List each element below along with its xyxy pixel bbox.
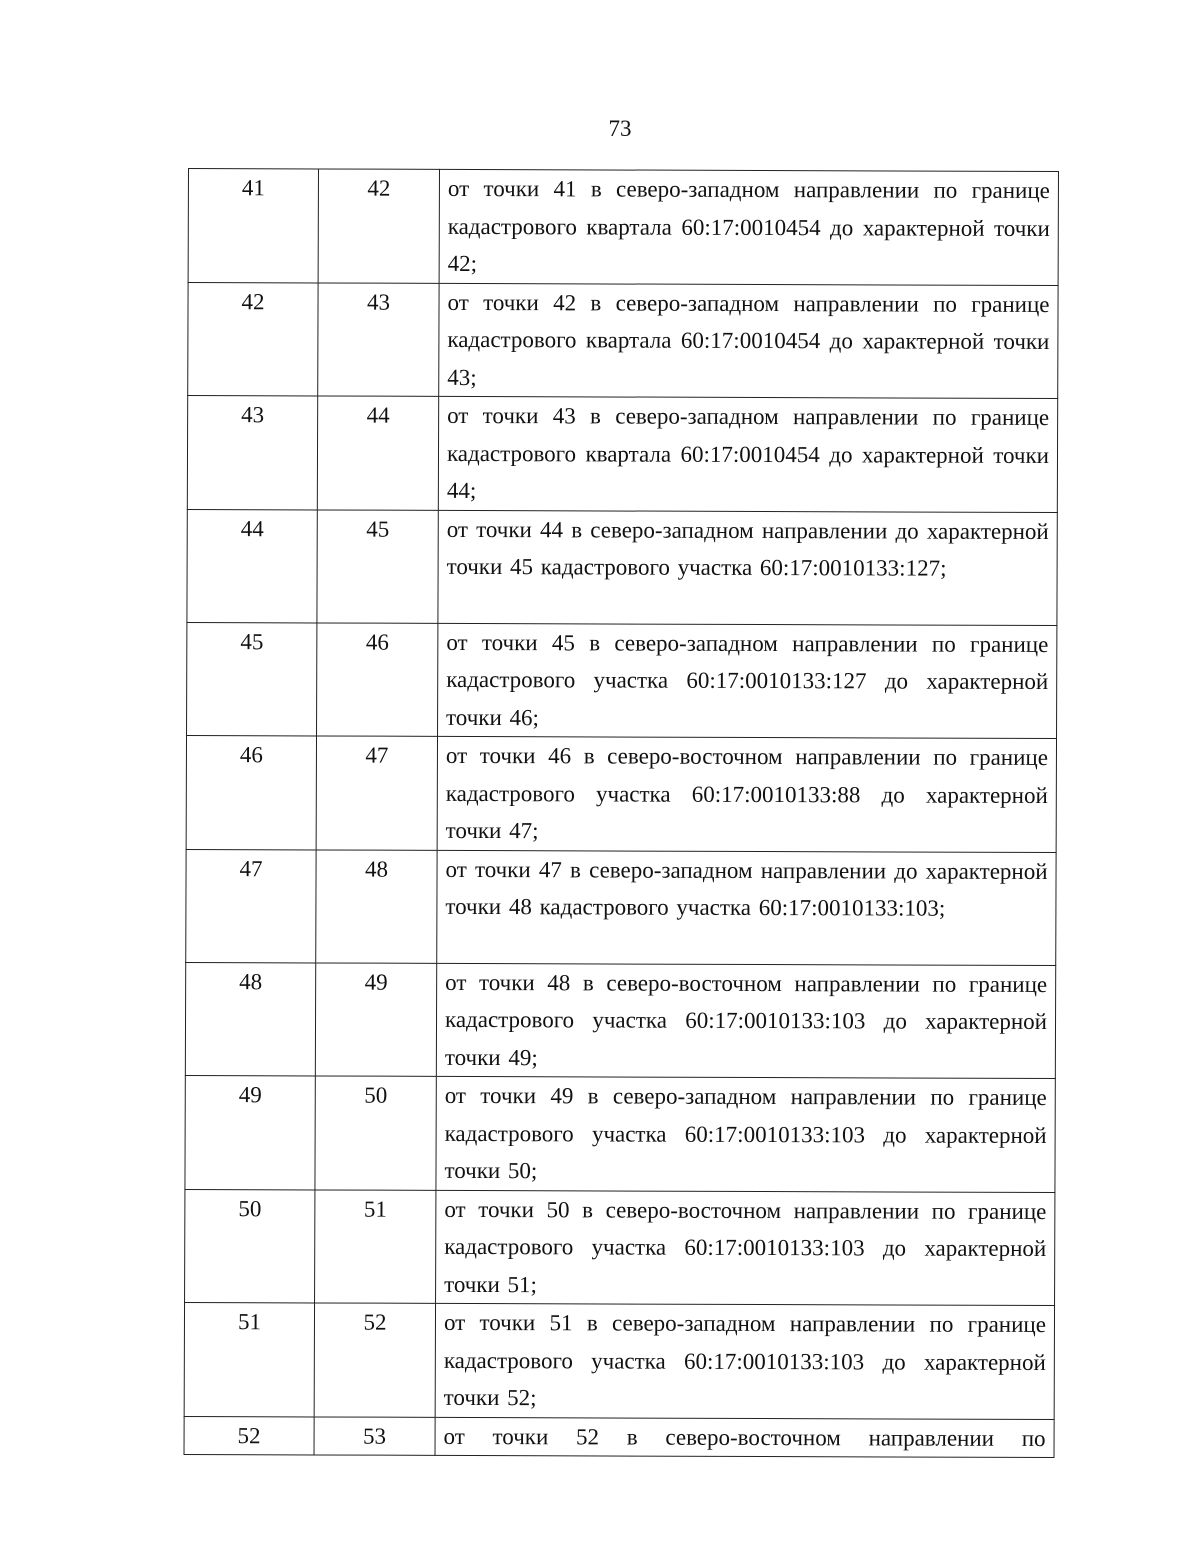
boundary-description-cell: от точки 45 в северо-западном направлении по границе кадастрового участка 60:17:0010133:127 до характерной точки 46; (438, 623, 1057, 739)
from-point-cell: 44 (187, 509, 317, 622)
to-point-cell: 43 (318, 282, 439, 396)
boundary-description-cell: от точки 50 в северо-восточном направлении по границе кадастрового участка 60:17:0010133:103 до характерной точки 51; (436, 1190, 1055, 1306)
boundary-description-cell: от точки 48 в северо-восточном направлении по границе кадастрового участка 60:17:0010133:103 до характерной точки 49; (436, 963, 1055, 1079)
from-point-cell: 41 (188, 169, 318, 283)
to-point-cell: 48 (316, 849, 437, 962)
to-point-cell: 45 (317, 509, 438, 622)
from-point-cell: 46 (186, 735, 316, 849)
to-point-cell: 42 (318, 169, 439, 283)
from-point-cell: 45 (187, 622, 317, 736)
from-point-cell: 49 (185, 1075, 315, 1189)
to-point-cell: 50 (315, 1076, 436, 1190)
from-point-cell: 50 (185, 1189, 315, 1303)
table-row (186, 735, 1056, 852)
to-point-cell: 51 (315, 1189, 436, 1303)
table-row (185, 1075, 1055, 1192)
boundary-description-cell: от точки 42 в северо-западном направлении по границе кадастрового квартала 60:17:0010454 до характерной точки 43; (439, 283, 1058, 399)
table-row (187, 622, 1057, 739)
boundary-description-cell: от точки 49 в северо-западном направлении по границе кадастрового участка 60:17:0010133:103 до характерной точки 50; (436, 1076, 1055, 1192)
to-point-cell: 44 (317, 396, 438, 510)
boundary-description-table (184, 168, 1059, 1458)
table-row (188, 169, 1058, 286)
table-row (186, 849, 1056, 965)
table-row (187, 396, 1057, 513)
page-number: 73 (608, 116, 632, 141)
table-row (185, 962, 1055, 1079)
table-row (187, 509, 1057, 625)
from-point-cell: 47 (186, 849, 316, 962)
table-row (188, 282, 1058, 399)
table-row (184, 1416, 1054, 1458)
to-point-cell: 53 (314, 1416, 435, 1455)
from-point-cell: 48 (185, 962, 315, 1076)
boundary-description-cell: от точки 52 в северо-восточном направлении по (435, 1417, 1054, 1458)
from-point-cell: 43 (187, 396, 317, 510)
boundary-description-cell: от точки 43 в северо-западном направлении по границе кадастрового квартала 60:17:0010454 до характерной точки 44; (438, 396, 1057, 512)
from-point-cell: 42 (188, 282, 318, 396)
table-row (184, 1302, 1054, 1419)
to-point-cell: 46 (317, 622, 438, 736)
boundary-description-cell: от точки 47 в северо-западном направлении до характерной точки 48 кадастрового участка 60:17:0010133:103; (437, 850, 1056, 965)
from-point-cell: 51 (184, 1302, 314, 1416)
from-point-cell: 52 (184, 1416, 314, 1455)
boundary-description-cell: от точки 41 в северо-западном направлении по границе кадастрового квартала 60:17:0010454 до характерной точки 42; (439, 169, 1058, 285)
boundary-description-cell: от точки 51 в северо-западном направлении по границе кадастрового участка 60:17:0010133:103 до характерной точки 52; (435, 1303, 1054, 1419)
to-point-cell: 49 (315, 962, 436, 1076)
boundary-description-cell: от точки 44 в северо-западном направлении до характерной точки 45 кадастрового участка 60:17:0010133:127; (438, 510, 1057, 625)
to-point-cell: 52 (314, 1303, 435, 1417)
boundary-description-cell: от точки 46 в северо-восточном направлении по границе кадастрового участка 60:17:0010133:88 до характерной точки 47; (437, 736, 1056, 852)
to-point-cell: 47 (316, 736, 437, 850)
table-row (185, 1189, 1055, 1306)
